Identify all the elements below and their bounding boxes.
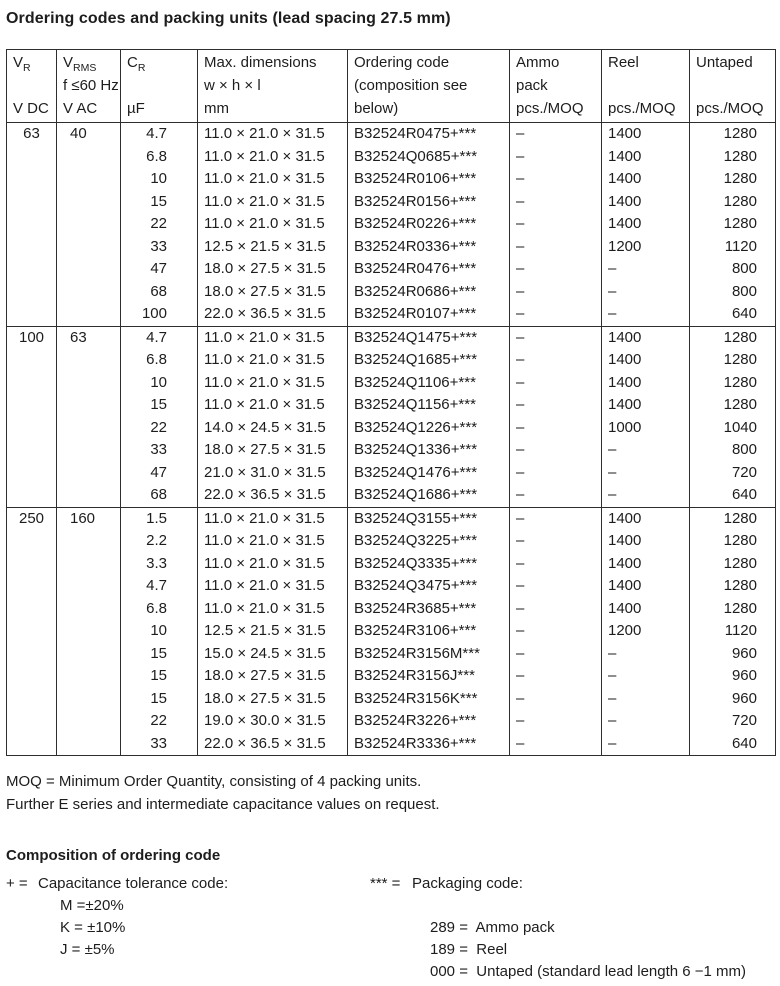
table-row bbox=[7, 553, 776, 576]
tolerance-item: M =±20% bbox=[60, 897, 124, 914]
ordering-code-cell: B32524R0686+*** bbox=[348, 281, 510, 304]
cr-value-cell: 4.7 bbox=[121, 326, 198, 349]
table-row bbox=[7, 349, 776, 372]
dimensions-cell: 22.0 × 36.5 × 31.5 bbox=[198, 733, 348, 756]
composition-columns bbox=[6, 873, 775, 983]
dimensions-cell: 19.0 × 30.0 × 31.5 bbox=[198, 710, 348, 733]
table-row bbox=[7, 123, 776, 146]
dimensions-cell: 11.0 × 21.0 × 31.5 bbox=[198, 191, 348, 214]
dimensions-cell: 18.0 × 27.5 × 31.5 bbox=[198, 439, 348, 462]
table-row bbox=[7, 507, 776, 530]
dimensions-cell: 11.0 × 21.0 × 31.5 bbox=[198, 326, 348, 349]
untaped-cell: 1120 bbox=[690, 236, 776, 259]
table-row bbox=[7, 146, 776, 169]
ammo-pack-cell: – bbox=[510, 462, 602, 485]
reel-cell: 1400 bbox=[602, 394, 690, 417]
ordering-code-cell: B32524Q1475+*** bbox=[348, 326, 510, 349]
dimensions-cell: 11.0 × 21.0 × 31.5 bbox=[198, 213, 348, 236]
untaped-cell: 1280 bbox=[690, 146, 776, 169]
reel-cell: – bbox=[602, 733, 690, 756]
voltage-group bbox=[7, 326, 776, 507]
tolerance-code-column bbox=[6, 873, 370, 983]
ammo-pack-cell: – bbox=[510, 146, 602, 169]
cr-value-cell: 33 bbox=[121, 733, 198, 756]
ammo-pack-cell: – bbox=[510, 281, 602, 304]
table-row bbox=[7, 372, 776, 395]
ammo-pack-cell: – bbox=[510, 191, 602, 214]
vr-value-cell: 250 bbox=[7, 507, 57, 756]
ordering-code-cell: B32524Q1106+*** bbox=[348, 372, 510, 395]
ordering-code-cell: B32524Q1156+*** bbox=[348, 394, 510, 417]
reel-cell: 1400 bbox=[602, 213, 690, 236]
composition-heading: Composition of ordering code bbox=[6, 847, 221, 864]
table-row bbox=[7, 213, 776, 236]
dimensions-cell: 11.0 × 21.0 × 31.5 bbox=[198, 598, 348, 621]
vr-value-cell: 100 bbox=[7, 326, 57, 507]
vrms-value-cell: 63 bbox=[57, 326, 121, 507]
reel-cell: 1400 bbox=[602, 598, 690, 621]
header-ordering-code: Ordering code (composition see below) bbox=[348, 50, 510, 123]
vrms-subscript: RMS bbox=[73, 62, 97, 74]
table-header bbox=[7, 50, 776, 123]
dimensions-cell: 11.0 × 21.0 × 31.5 bbox=[198, 507, 348, 530]
reel-cell: – bbox=[602, 643, 690, 666]
reel-cell: – bbox=[602, 484, 690, 507]
reel-cell: 1400 bbox=[602, 168, 690, 191]
reel-cell: 1400 bbox=[602, 191, 690, 214]
dimensions-cell: 15.0 × 24.5 × 31.5 bbox=[198, 643, 348, 666]
cr-value-cell: 47 bbox=[121, 258, 198, 281]
cr-value-cell: 15 bbox=[121, 688, 198, 711]
dimensions-cell: 11.0 × 21.0 × 31.5 bbox=[198, 530, 348, 553]
table-row bbox=[7, 688, 776, 711]
ammo-pack-cell: – bbox=[510, 258, 602, 281]
untaped-cell: 800 bbox=[690, 439, 776, 462]
cr-value-cell: 4.7 bbox=[121, 123, 198, 146]
ammo-pack-cell: – bbox=[510, 372, 602, 395]
dimensions-cell: 14.0 × 24.5 × 31.5 bbox=[198, 417, 348, 440]
vr-subscript: R bbox=[23, 62, 31, 74]
cr-value-cell: 15 bbox=[121, 191, 198, 214]
ordering-code-cell: B32524R0156+*** bbox=[348, 191, 510, 214]
ammo-pack-cell: – bbox=[510, 484, 602, 507]
ordering-code-cell: B32524R3336+*** bbox=[348, 733, 510, 756]
dimensions-cell: 11.0 × 21.0 × 31.5 bbox=[198, 575, 348, 598]
untaped-cell: 720 bbox=[690, 462, 776, 485]
reel-cell: 1400 bbox=[602, 123, 690, 146]
ammo-pack-cell: – bbox=[510, 688, 602, 711]
table-row bbox=[7, 439, 776, 462]
ammo-pack-cell: – bbox=[510, 236, 602, 259]
table-row bbox=[7, 236, 776, 259]
dimensions-cell: 11.0 × 21.0 × 31.5 bbox=[198, 123, 348, 146]
ordering-code-cell: B32524R3156M*** bbox=[348, 643, 510, 666]
cr-value-cell: 10 bbox=[121, 372, 198, 395]
ammo-pack-cell: – bbox=[510, 326, 602, 349]
dimensions-cell: 18.0 × 27.5 × 31.5 bbox=[198, 688, 348, 711]
dimensions-cell: 18.0 × 27.5 × 31.5 bbox=[198, 665, 348, 688]
untaped-cell: 1280 bbox=[690, 530, 776, 553]
reel-cell: 1400 bbox=[602, 507, 690, 530]
dimensions-cell: 22.0 × 36.5 × 31.5 bbox=[198, 303, 348, 326]
packaging-prefix: *** = bbox=[370, 875, 401, 892]
ammo-pack-cell: – bbox=[510, 349, 602, 372]
table-row bbox=[7, 710, 776, 733]
cr-value-cell: 100 bbox=[121, 303, 198, 326]
ammo-pack-cell: – bbox=[510, 168, 602, 191]
reel-cell: – bbox=[602, 462, 690, 485]
header-untaped: Untaped pcs./MOQ bbox=[690, 50, 776, 123]
ordering-code-cell: B32524Q1476+*** bbox=[348, 462, 510, 485]
ordering-code-cell: B32524R3226+*** bbox=[348, 710, 510, 733]
dimensions-cell: 12.5 × 21.5 × 31.5 bbox=[198, 620, 348, 643]
ordering-code-cell: B32524Q1336+*** bbox=[348, 439, 510, 462]
untaped-cell: 1280 bbox=[690, 598, 776, 621]
untaped-cell: 1280 bbox=[690, 349, 776, 372]
ammo-pack-cell: – bbox=[510, 394, 602, 417]
untaped-cell: 1280 bbox=[690, 553, 776, 576]
untaped-cell: 640 bbox=[690, 484, 776, 507]
dimensions-cell: 12.5 × 21.5 × 31.5 bbox=[198, 236, 348, 259]
cr-value-cell: 15 bbox=[121, 394, 198, 417]
ordering-code-cell: B32524R3156J*** bbox=[348, 665, 510, 688]
reel-unit: pcs./MOQ bbox=[608, 100, 676, 117]
ordering-code-cell: B32524R0226+*** bbox=[348, 213, 510, 236]
vrms-symbol: V bbox=[63, 54, 74, 71]
ammo-pack-cell: – bbox=[510, 733, 602, 756]
reel-cell: 1200 bbox=[602, 236, 690, 259]
ordering-code-cell: B32524R0475+*** bbox=[348, 123, 510, 146]
table-row bbox=[7, 665, 776, 688]
cr-value-cell: 33 bbox=[121, 236, 198, 259]
table-row bbox=[7, 620, 776, 643]
ammo-pack-cell: – bbox=[510, 417, 602, 440]
cr-subscript: R bbox=[137, 62, 146, 74]
vr-unit: V DC bbox=[13, 100, 49, 117]
ordering-code-cell: B32524R3685+*** bbox=[348, 598, 510, 621]
header-reel: Reel pcs./MOQ bbox=[602, 50, 690, 123]
table-row bbox=[7, 598, 776, 621]
reel-cell: – bbox=[602, 281, 690, 304]
vrms-frequency: f ≤60 Hz bbox=[63, 77, 119, 94]
table-row bbox=[7, 575, 776, 598]
table-row bbox=[7, 191, 776, 214]
untaped-cell: 960 bbox=[690, 665, 776, 688]
dimensions-cell: 18.0 × 27.5 × 31.5 bbox=[198, 258, 348, 281]
tolerance-item: J = ±5% bbox=[60, 941, 115, 958]
ordering-code-cell: B32524Q3155+*** bbox=[348, 507, 510, 530]
dimensions-cell: 22.0 × 36.5 × 31.5 bbox=[198, 484, 348, 507]
untaped-cell: 960 bbox=[690, 643, 776, 666]
table-row bbox=[7, 643, 776, 666]
cr-value-cell: 4.7 bbox=[121, 575, 198, 598]
table-row bbox=[7, 417, 776, 440]
cr-value-cell: 2.2 bbox=[121, 530, 198, 553]
cr-value-cell: 6.8 bbox=[121, 598, 198, 621]
vrms-value-cell: 160 bbox=[57, 507, 121, 756]
reel-cell: – bbox=[602, 665, 690, 688]
dimensions-cell: 18.0 × 27.5 × 31.5 bbox=[198, 281, 348, 304]
cr-value-cell: 6.8 bbox=[121, 349, 198, 372]
cr-value-cell: 1.5 bbox=[121, 507, 198, 530]
header-row bbox=[7, 50, 776, 123]
ammo-pack-cell: – bbox=[510, 598, 602, 621]
cr-value-cell: 22 bbox=[121, 710, 198, 733]
untaped-cell: 640 bbox=[690, 303, 776, 326]
ammo-pack-cell: – bbox=[510, 553, 602, 576]
table-row bbox=[7, 326, 776, 349]
ordering-code-cell: B32524R3156K*** bbox=[348, 688, 510, 711]
table-row bbox=[7, 281, 776, 304]
reel-cell: – bbox=[602, 439, 690, 462]
untaped-unit: pcs./MOQ bbox=[696, 100, 764, 117]
ordering-code-cell: B32524R0107+*** bbox=[348, 303, 510, 326]
packaging-item: 189 = Reel bbox=[430, 941, 508, 958]
tolerance-label: Capacitance tolerance code: bbox=[38, 875, 229, 892]
table-row bbox=[7, 303, 776, 326]
untaped-cell: 800 bbox=[690, 281, 776, 304]
cr-value-cell: 10 bbox=[121, 168, 198, 191]
untaped-cell: 720 bbox=[690, 710, 776, 733]
cr-value-cell: 10 bbox=[121, 620, 198, 643]
dimensions-cell: 21.0 × 31.0 × 31.5 bbox=[198, 462, 348, 485]
dimensions-cell: 11.0 × 21.0 × 31.5 bbox=[198, 372, 348, 395]
ammo-pack-cell: – bbox=[510, 710, 602, 733]
cr-value-cell: 68 bbox=[121, 281, 198, 304]
page-title: Ordering codes and packing units (lead spacing 27.5 mm) bbox=[6, 10, 451, 27]
tolerance-prefix: + = bbox=[6, 875, 28, 892]
ammo-pack-cell: – bbox=[510, 620, 602, 643]
header-vrms bbox=[57, 50, 121, 123]
cr-symbol: C bbox=[127, 54, 138, 71]
untaped-cell: 1280 bbox=[690, 123, 776, 146]
table-row bbox=[7, 530, 776, 553]
untaped-cell: 1280 bbox=[690, 168, 776, 191]
cr-value-cell: 22 bbox=[121, 417, 198, 440]
ammo-pack-cell: – bbox=[510, 575, 602, 598]
ammo-pack-cell: – bbox=[510, 123, 602, 146]
packaging-items bbox=[430, 917, 775, 983]
untaped-cell: 640 bbox=[690, 733, 776, 756]
header-cr bbox=[121, 50, 198, 123]
tolerance-items bbox=[60, 895, 370, 961]
ammo-pack-cell: – bbox=[510, 643, 602, 666]
ammo-unit: pcs./MOQ bbox=[516, 100, 584, 117]
cr-value-cell: 3.3 bbox=[121, 553, 198, 576]
untaped-cell: 1280 bbox=[690, 507, 776, 530]
vrms-value-cell: 40 bbox=[57, 123, 121, 327]
untaped-cell: 1280 bbox=[690, 326, 776, 349]
ordering-code-cell: B32524Q1686+*** bbox=[348, 484, 510, 507]
cr-value-cell: 6.8 bbox=[121, 146, 198, 169]
table-row bbox=[7, 168, 776, 191]
cr-value-cell: 22 bbox=[121, 213, 198, 236]
tolerance-item: K = ±10% bbox=[60, 919, 126, 936]
untaped-cell: 1120 bbox=[690, 620, 776, 643]
reel-cell: 1400 bbox=[602, 146, 690, 169]
table-row bbox=[7, 394, 776, 417]
ordering-code-cell: B32524R0336+*** bbox=[348, 236, 510, 259]
reel-cell: 1000 bbox=[602, 417, 690, 440]
header-dimensions: Max. dimensions w × h × l mm bbox=[198, 50, 348, 123]
ammo-pack-cell: – bbox=[510, 665, 602, 688]
untaped-cell: 1280 bbox=[690, 191, 776, 214]
dimensions-unit: mm bbox=[204, 100, 229, 117]
reel-cell: 1200 bbox=[602, 620, 690, 643]
eseries-note: Further E series and intermediate capacitance values on request. bbox=[6, 796, 440, 813]
ordering-code-cell: B32524R3106+*** bbox=[348, 620, 510, 643]
vrms-unit: V AC bbox=[63, 100, 98, 117]
header-ammo-pack: Ammo pack pcs./MOQ bbox=[510, 50, 602, 123]
reel-cell: 1400 bbox=[602, 553, 690, 576]
ammo-pack-cell: – bbox=[510, 507, 602, 530]
voltage-group bbox=[7, 123, 776, 327]
moq-note: MOQ = Minimum Order Quantity, consisting of 4 packing units. bbox=[6, 773, 422, 790]
cr-value-cell: 47 bbox=[121, 462, 198, 485]
vr-symbol: V bbox=[13, 54, 24, 71]
ordering-code-cell: B32524R0106+*** bbox=[348, 168, 510, 191]
packaging-item: 289 = Ammo pack bbox=[430, 919, 555, 936]
ammo-pack-cell: – bbox=[510, 530, 602, 553]
dimensions-cell: 11.0 × 21.0 × 31.5 bbox=[198, 553, 348, 576]
untaped-cell: 1280 bbox=[690, 575, 776, 598]
dimensions-cell: 11.0 × 21.0 × 31.5 bbox=[198, 349, 348, 372]
packaging-label: Packaging code: bbox=[412, 875, 523, 892]
cr-value-cell: 15 bbox=[121, 643, 198, 666]
untaped-cell: 1280 bbox=[690, 372, 776, 395]
untaped-cell: 1280 bbox=[690, 213, 776, 236]
dimensions-cell: 11.0 × 21.0 × 31.5 bbox=[198, 168, 348, 191]
ordering-codes-table bbox=[6, 49, 776, 756]
cr-value-cell: 68 bbox=[121, 484, 198, 507]
table-row bbox=[7, 733, 776, 756]
dimensions-cell: 11.0 × 21.0 × 31.5 bbox=[198, 146, 348, 169]
reel-cell: – bbox=[602, 303, 690, 326]
cr-value-cell: 15 bbox=[121, 665, 198, 688]
vr-value-cell: 63 bbox=[7, 123, 57, 327]
reel-cell: 1400 bbox=[602, 530, 690, 553]
ordering-code-cell: B32524Q3225+*** bbox=[348, 530, 510, 553]
ammo-pack-cell: – bbox=[510, 213, 602, 236]
ordering-code-cell: B32524Q1685+*** bbox=[348, 349, 510, 372]
ordering-code-cell: B32524Q3335+*** bbox=[348, 553, 510, 576]
reel-cell: – bbox=[602, 688, 690, 711]
cr-unit: µF bbox=[127, 100, 145, 117]
reel-cell: – bbox=[602, 710, 690, 733]
reel-cell: 1400 bbox=[602, 575, 690, 598]
table-row bbox=[7, 462, 776, 485]
reel-cell: 1400 bbox=[602, 326, 690, 349]
voltage-group bbox=[7, 507, 776, 756]
header-vr bbox=[7, 50, 57, 123]
table-row bbox=[7, 484, 776, 507]
table-row bbox=[7, 258, 776, 281]
packaging-item: 000 = Untaped (standard lead length 6 −1 mm) bbox=[430, 963, 747, 980]
cr-value-cell: 33 bbox=[121, 439, 198, 462]
reel-cell: 1400 bbox=[602, 372, 690, 395]
untaped-cell: 800 bbox=[690, 258, 776, 281]
reel-cell: 1400 bbox=[602, 349, 690, 372]
untaped-cell: 1280 bbox=[690, 394, 776, 417]
ordering-code-cell: B32524Q3475+*** bbox=[348, 575, 510, 598]
ordering-code-cell: B32524Q0685+*** bbox=[348, 146, 510, 169]
untaped-cell: 1040 bbox=[690, 417, 776, 440]
ammo-pack-cell: – bbox=[510, 439, 602, 462]
ordering-code-cell: B32524R0476+*** bbox=[348, 258, 510, 281]
table-notes bbox=[6, 770, 775, 816]
packaging-code-column bbox=[370, 873, 775, 983]
ordering-code-cell: B32524Q1226+*** bbox=[348, 417, 510, 440]
reel-cell: – bbox=[602, 258, 690, 281]
ammo-pack-cell: – bbox=[510, 303, 602, 326]
untaped-cell: 960 bbox=[690, 688, 776, 711]
dimensions-cell: 11.0 × 21.0 × 31.5 bbox=[198, 394, 348, 417]
